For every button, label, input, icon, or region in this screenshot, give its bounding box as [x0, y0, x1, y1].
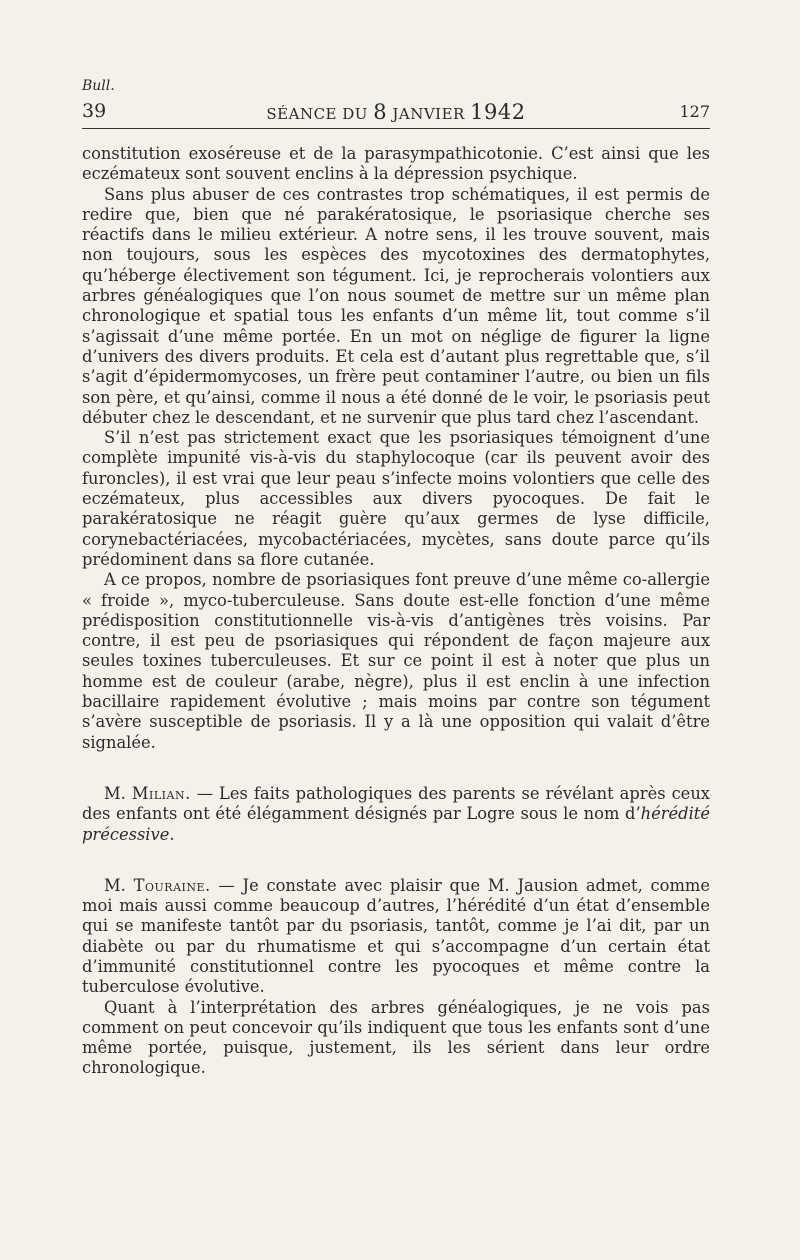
paragraph: constitution exoséreuse et de la parasympathicotonie. C’est ainsi que les eczémateux sont souvent enclins à la dépression psychique.	[82, 144, 710, 184]
term: hérédité précessive	[82, 804, 710, 844]
paragraph: A ce propos, nombre de psoriasiques font preuve d’une même co-allergie « froide », myco-tuberculeuse. Sans doute est-elle fonction d’une même prédisposition constitutionnelle vis-à-vis d’antigènes très voisins. Par contre, il est peu de psoriasiques qui répondent de façon majeure aux seules toxines tuberculeuses. Et sur ce point il est à noter que plus un homme est de couleur (arabe, nègre), plus il est enclin à une infection bacillaire rapidement évolutive ; mais moins par contre son tégument s’avère susceptible de psoriasis. Il y a là une opposition qui valait d’être signalée.	[82, 570, 710, 752]
session-title	[82, 100, 710, 124]
speaker-name: Milian.	[131, 783, 191, 803]
session-prefix: SÉANCE DU	[266, 105, 368, 123]
issue-number: 39	[82, 100, 107, 122]
page-number: 127	[679, 102, 710, 121]
journal-abbrev: Bull.	[82, 78, 115, 94]
speaker-prefix: M.	[104, 875, 126, 895]
running-header	[82, 98, 710, 124]
touraine-remark	[82, 876, 710, 998]
paragraph: Sans plus abuser de ces contrastes trop schématiques, il est permis de redire que, bien que né parakératosique, le psoriasique cherche ses réactifs dans le milieu extérieur. A notre sens, il les trouve souvent, mais non toujours, sous les espèces des mycotoxines des dermatophytes, qu’héberge électivement son tégument. Ici, je reprocherais volontiers aux arbres généalogiques que l’on nous soumet de mettre sur un même plan chronologique et spatial tous les enfants d’un même lit, tout comme s’il s’agissait d’une même portée. En un mot on néglige de figurer la ligne d’univers des divers produits. Et cela est d’autant plus regrettable que, s’il s’agit d’épidermomycoses, un frère peut contaminer l’autre, ou bien un fils son père, et qu’ainsi, comme il nous a été donné de le voir, le psoriasis peut débuter chez le descendant, et ne survenir que plus tard chez l’ascendant.	[82, 184, 710, 427]
remark-text: — Je constate avec plaisir que M. Jausion admet, comme moi mais aussi comme beaucoup d’autres, l’hérédité d’un état d’ensemble qui se manifeste tantôt par du psoriasis, tantôt, comme je l’ai dit, par un diabète ou par du rhumatisme et qui s’accompagne d’un certain état d’immunité constitutionnel contre les pyocoques et même contre la tuberculose évolutive.	[82, 875, 710, 997]
header-rule	[82, 128, 710, 129]
speaker-name: Touraine.	[133, 875, 211, 895]
remark-text: — Les faits pathologiques des parents se révélant après ceux des enfants ont été élégamment désignés par Logre sous le nom	[82, 783, 710, 824]
speaker-prefix: M.	[104, 783, 126, 803]
session-day: 8	[373, 100, 388, 124]
session-year: 1942	[470, 100, 526, 124]
session-month: JANVIER	[392, 105, 465, 123]
remark-end: .	[169, 824, 175, 844]
milian-remark	[82, 784, 710, 845]
article-body	[82, 144, 710, 1079]
paragraph: Quant à l’interprétation des arbres généalogiques, je ne vois pas comment on peut concevoir qu’ils indiquent que tous les enfants sont d’une même portée, puisque, justement, ils les sérient dans leur ordre chronologique.	[82, 997, 710, 1078]
paragraph: S’il n’est pas strictement exact que les psoriasiques témoignent d’une complète impunité vis-à-vis du staphylocoque (car ils peuvent avoir des furoncles), il est vrai que leur peau s’infecte moins volontiers que celle des eczémateux, plus accessibles aux divers pyocoques. De fait le parakératosique ne réagit guère qu’aux germes de lyse difficile, corynebactériacées, mycobactériacées, mycètes, sans doute parce qu’ils prédominent dans sa flore cutanée.	[82, 428, 710, 569]
term-article: d’	[625, 804, 641, 824]
